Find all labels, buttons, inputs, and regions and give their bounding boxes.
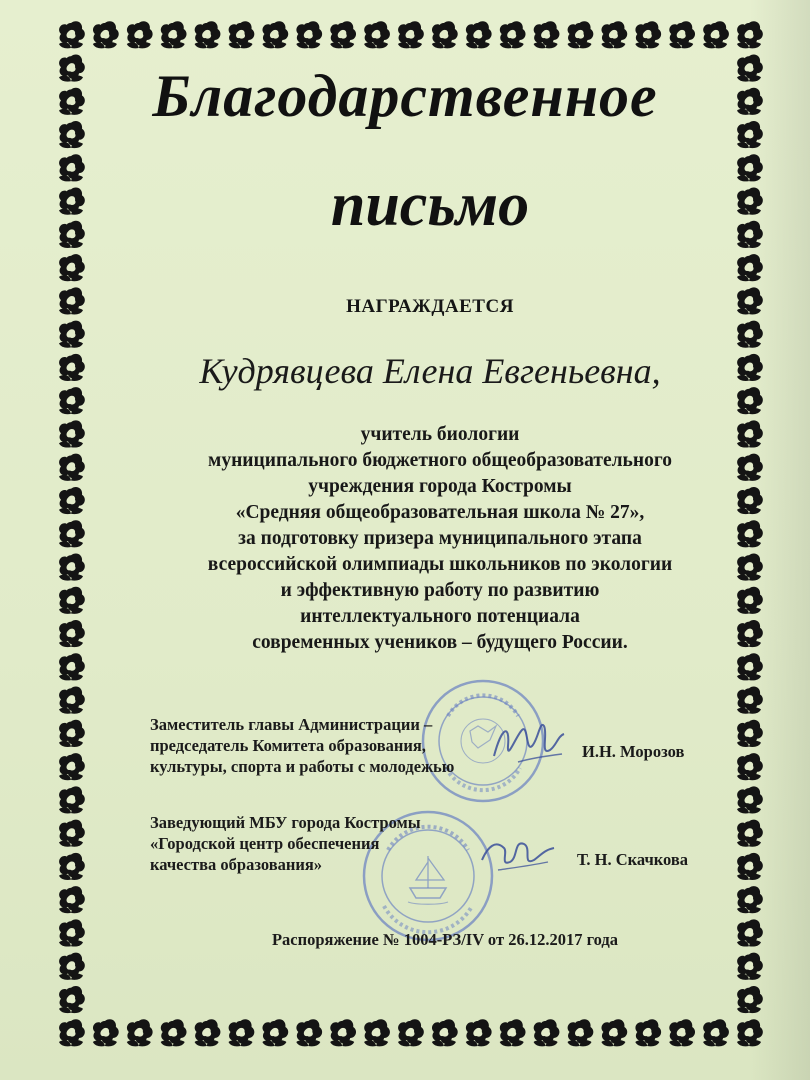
award-text-line: учитель биологии	[360, 424, 520, 445]
recipient-name: Кудрявцева Елена Евгеньевна,	[199, 351, 661, 391]
signatory1-name: И.Н. Морозов	[582, 742, 685, 761]
signatory1-position-line: культуры, спорта и работы с молодежью	[150, 757, 455, 776]
award-text-line: за подготовку призера муниципального этапа	[238, 528, 642, 549]
signatory2-name: Т. Н. Скачкова	[577, 850, 689, 869]
awarded-label: НАГРАЖДАЕТСЯ	[346, 296, 514, 317]
signatory2-position-line: Заведующий МБУ города Костромы	[150, 813, 421, 832]
signatory1-position	[150, 714, 454, 777]
award-text-line: и эффективную работу по развитию	[280, 580, 600, 601]
signatory1-position-line: председатель Комитета образования,	[150, 736, 426, 755]
award-text-line: учреждения города Костромы	[308, 476, 572, 497]
award-text-line: муниципального бюджетного общеобразовательного	[208, 450, 672, 471]
title-line2: письмо	[330, 171, 530, 239]
signatory2-position-line: «Городской центр обеспечения	[150, 834, 380, 853]
title-line1: Благодарственное	[152, 63, 658, 129]
signatory1-position-line: Заместитель главы Администрации –	[150, 715, 433, 734]
award-text-line: интеллектуального потенциала	[300, 606, 580, 627]
signatory2-position	[150, 812, 421, 875]
award-text-line: современных учеников – будущего России.	[252, 632, 628, 653]
signature-morozov-icon	[488, 706, 568, 776]
signature-skachkova-icon	[478, 826, 558, 886]
award-text	[150, 422, 730, 656]
signatory2-position-line: качества образования»	[150, 855, 323, 874]
order-reference: Распоряжение № 1004-РЗ/IV от 26.12.2017 года	[271, 930, 619, 949]
award-text-line: «Средняя общеобразовательная школа № 27»,	[235, 502, 645, 523]
award-text-line: всероссийской олимпиады школьников по экологии	[207, 554, 673, 575]
